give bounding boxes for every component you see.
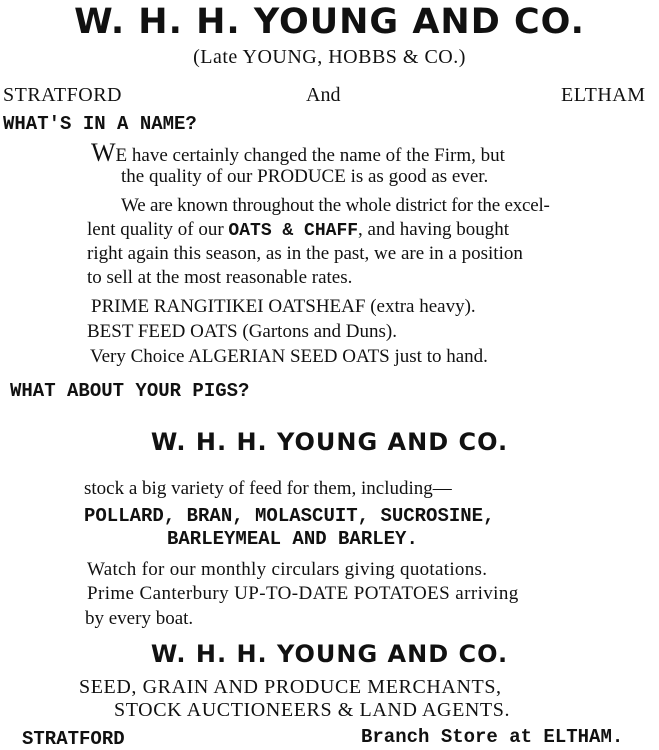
intro-text-1: E have certainly changed the name of the Firm, but [115, 145, 505, 166]
feed-line-1: POLLARD, BRAN, MOLASCUIT, SUCROSINE, [84, 505, 495, 527]
location-eltham: ELTHAM [561, 84, 646, 106]
para2-text-c: , and having bought [358, 219, 509, 240]
firm-name-mid: W. H. H. YOUNG AND CO. [150, 428, 509, 456]
para2-line-3: right again this season, as in the past, we are in a position [87, 243, 523, 264]
product-item-3: Very Choice ALGERIAN SEED OATS just to hand. [90, 346, 488, 367]
stock-line: stock a big variety of feed for them, including— [84, 478, 452, 499]
para2-text-a: lent quality of our [87, 219, 229, 240]
what-about-your-pigs-heading: WHAT ABOUT YOUR PIGS? [10, 380, 250, 402]
footer-branch-eltham: Branch Store at ELTHAM. [361, 726, 624, 748]
intro-line-2: the quality of our PRODUCE is as good as ever. [121, 166, 489, 187]
location-and: And [306, 84, 341, 106]
footer-stratford: STRATFORD [22, 728, 125, 750]
watch-line-3: by every boat. [85, 608, 194, 629]
whats-in-a-name-heading: WHAT'S IN A NAME? [3, 113, 197, 135]
para2-line-4: to sell at the most reasonable rates. [87, 267, 353, 288]
footer-line-2: STOCK AUCTIONEERS & LAND AGENTS. [114, 699, 511, 721]
drop-cap: W [91, 138, 116, 167]
para2-line-1: We are known throughout the whole district for the excel- [121, 195, 550, 216]
feed-line-2: BARLEYMEAL AND BARLEY. [167, 528, 418, 550]
watch-line-2: Prime Canterbury UP-TO-DATE POTATOES arriving [87, 583, 519, 604]
watch-line-1: Watch for our monthly circulars giving quotations. [87, 559, 488, 580]
late-name-subtitle: (Late YOUNG, HOBBS & CO.) [193, 46, 466, 68]
footer-line-1: SEED, GRAIN AND PRODUCE MERCHANTS, [79, 676, 502, 698]
product-item-2: BEST FEED OATS (Gartons and Duns). [87, 321, 397, 342]
location-stratford: STRATFORD [3, 84, 122, 106]
product-item-1: PRIME RANGITIKEI OATSHEAF (extra heavy). [91, 296, 476, 317]
para2-line-2 [87, 218, 509, 243]
oats-chaff: OATS & CHAFF [228, 221, 359, 241]
firm-title: W. H. H. YOUNG AND CO. [74, 2, 585, 42]
firm-name-footer: W. H. H. YOUNG AND CO. [150, 640, 509, 668]
